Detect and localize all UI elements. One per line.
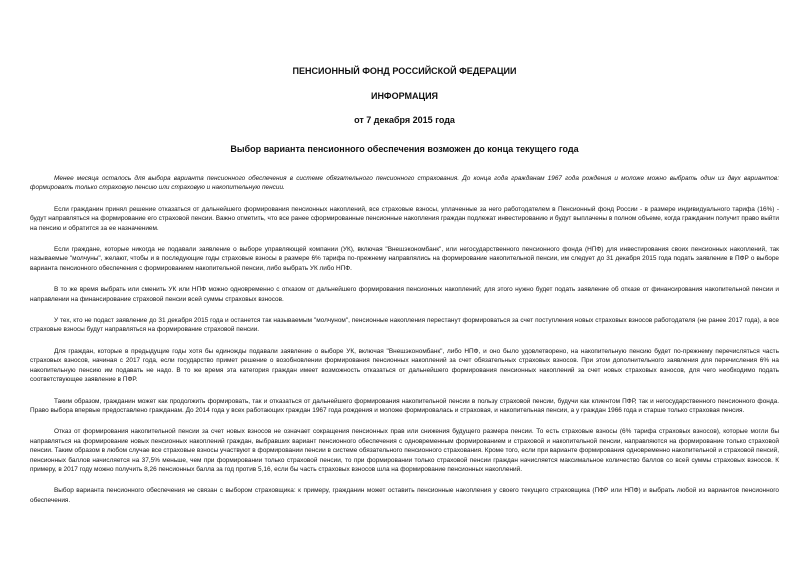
paragraph: Таким образом, гражданин может как продолжить формировать, так и отказаться от дальнейшего формирования накопительной пенсии в пользу страховой пенсии, будучи как клиентом ПФР, так и негосударственного пенсионного фонда. Право выбора впервые предоставлено гражданам. До 2014 года у всех работающих граждан 1967 года рождения и моложе формировалась и страховая, и накопительная пенсии, а у граждан 1966 года и старше только страховая пенсия. <box>30 397 779 414</box>
paragraph: Отказ от формирования накопительной пенсии за счет новых взносов не означает сокращения пенсионных прав или снижения будущего размера пенсии. То есть страховые взносы (6% тарифа страховых взносов), которые могли бы направляться на формирование новых пенсионных накоплений граждан, выбравших вариант пенсионного обеспечения с одновременным формированием и страховой и накопительной пенсии, направляются на формирование только страховой пенсии. Таким образом в любом случае все страховые взносы участвуют в формировании пенсии в системе обязательного пенсионного страхования. Кроме того, если при варианте формирования одновременно накопительной и страховой пенсий, пенсионных баллов начисляется на 37,5% меньше, чем при формировании только страховой пенсии, то при формировании только страховой пенсии граждан начисляется максимальное количество баллов со всей суммы страховых взносов. К примеру, в 2017 году можно получить 8,26 пенсионных балла за год против 5,16, если бы часть страховых взносов шла на формирование пенсионных накоплений. <box>30 428 779 473</box>
document-date: от 7 декабря 2015 года <box>354 115 455 125</box>
paragraph: У тех, кто не подаст заявление до 31 декабря 2015 года и останется так называемым "молчуном", пенсионные накопления перестанут формироваться за счет поступления новых страховых взносов работодателя (не ранее 2017 года), а все страховые взносы будут направляться на формирование страховой пенсии. <box>30 317 779 334</box>
document-title: Выбор варианта пенсионного обеспечения возможен до конца текущего года <box>230 144 579 154</box>
lead-paragraph: Менее месяца осталось для выбора варианта пенсионного обеспечения в системе обязательного пенсионного страхования. До конца года гражданам 1967 года рождения и моложе можно выбрать один из двух вариантов: формировать только страховую пенсию или страховую и накопительную пенсии. <box>30 175 779 192</box>
paragraph: Выбор варианта пенсионного обеспечения не связан с выбором страховщика: к примеру, гражданин может оставить пенсионные накопления у своего текущего страховщика (ПФР или НПФ) и выбрать любой из вариантов пенсионного обеспечения. <box>30 487 779 504</box>
paragraph: Для граждан, которые в предыдущие годы хотя бы единожды подавали заявление о выборе УК, включая "Внешэкономбанк", либо НПФ, и оно было удовлетворено, на накопительную пенсию будет по-прежнему перечисляться часть страховых взносов, начиная с 2017 года, если государство примет решение о возобновлении формирования пенсионных накоплений за счет обязательных страховых взносов. При этом дополнительного заявления для перечисления 6% на накопительную пенсию им подавать не надо. В то же время эта категория граждан имеет возможность отказаться от дальнейшего формирования пенсионных накоплений за счет новых страховых взносов, для чего необходимо подать соответствующее заявление в ПФР. <box>30 347 779 384</box>
organization-heading: ПЕНСИОННЫЙ ФОНД РОССИЙСКОЙ ФЕДЕРАЦИИ <box>292 66 517 76</box>
document-kind: ИНФОРМАЦИЯ <box>370 91 439 101</box>
paragraph: Если гражданин принял решение отказаться от дальнейшего формирования пенсионных накоплений, все страховые взносы, уплаченные за него работодателем в Пенсионный фонд России - в размере индивидуального тарифа (16%) - будут направляться на формирование его страховой пенсии. Важно отметить, что все ранее сформированные пенсионные накопления граждан подлежат инвестированию и будут выплачены в полном объеме, когда гражданин получит право выйти на пенсию и обратится за ее назначением. <box>30 205 779 232</box>
paragraph: Если граждане, которые никогда не подавали заявление о выборе управляющей компании (УК), включая "Внешэкономбанк", или негосударственного пенсионного фонда (НПФ) для инвестирования своих пенсионных накоплений, так называемые "молчуны", желают, чтобы и в последующие годы страховые взносы в размере 6% тарифа по-прежнему направлялись на формирование накопительной пенсии, им следует до 31 декабря 2015 года подать заявление в ПФР о выборе варианта пенсионного обеспечения с формированием накопительной пенсии, либо выбрать УК либо НПФ. <box>30 246 779 272</box>
paragraph: В то же время выбрать или сменить УК или НПФ можно одновременно с отказом от дальнейшего формирования пенсионных накоплений; для этого нужно будет подать заявление об отказе от финансирования накопительной пенсии и направлении на финансирование страховой пенсии всей суммы страховых взносов. <box>30 286 779 303</box>
